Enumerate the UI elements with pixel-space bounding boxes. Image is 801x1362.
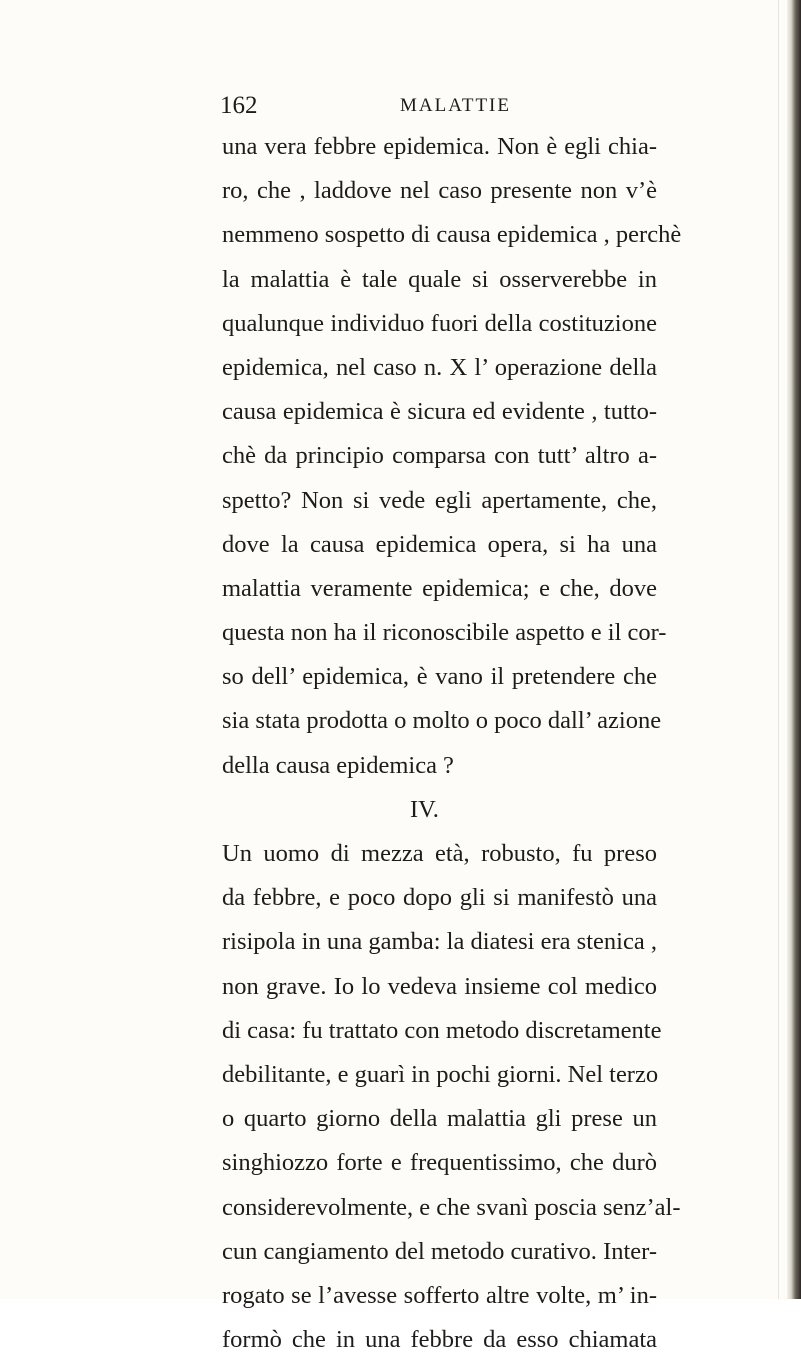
text-line: da febbre, e poco dopo gli si manifestò una xyxy=(222,884,657,912)
text-line: di casa: fu trattato con metodo discretamente xyxy=(222,1016,662,1044)
text-line: una vera febbre epidemica. Non è egli chia- xyxy=(222,133,657,160)
page-number: 162 xyxy=(220,92,258,119)
text-line: della causa epidemica ? xyxy=(222,751,454,779)
text-line: o quarto giorno della malattia gli prese un xyxy=(222,1105,657,1133)
text-line: considerevolmente, e che svanì poscia senz’al- xyxy=(222,1193,681,1221)
text-line: nemmeno sospetto di causa epidemica , perchè xyxy=(222,221,682,249)
text-line: la malattia è tale quale si osserverebbe in xyxy=(222,265,657,293)
body-text xyxy=(222,125,682,1362)
text-line: formò che in una febbre da esso chiamata xyxy=(222,1326,657,1354)
running-title: MALATTIE xyxy=(400,95,511,116)
text-line: ro, che , laddove nel caso presente non v’è xyxy=(222,177,657,205)
text-line: questa non ha il riconoscibile aspetto e il cor- xyxy=(222,619,667,647)
text-line: epidemica, nel caso n. X l’ operazione della xyxy=(222,353,657,381)
page-header xyxy=(220,92,660,122)
text-line: rogato se l’avesse sofferto altre volte, m’ in- xyxy=(222,1281,657,1309)
text-line: sia stata prodotta o molto o poco dall’ azione xyxy=(222,707,662,735)
text-line: non grave. Io lo vedeva insieme col medico xyxy=(222,972,657,1000)
page-edge-line xyxy=(778,0,779,1299)
section-heading: IV. xyxy=(410,795,439,823)
text-line: risipola in una gamba: la diatesi era stenica , xyxy=(222,928,657,956)
page-edge-shadow xyxy=(787,0,801,1299)
text-line: malattia veramente epidemica; e che, dove xyxy=(222,574,657,602)
text-line: Un uomo di mezza età, robusto, fu preso xyxy=(222,840,657,867)
text-line: cun cangiamento del metodo curativo. Inter- xyxy=(222,1237,657,1265)
text-line: spetto? Non si vede egli apertamente, che, xyxy=(222,486,657,514)
text-line: qualunque individuo fuori della costituzione xyxy=(222,309,657,337)
text-line: causa epidemica è sicura ed evidente , tutto- xyxy=(222,398,657,426)
text-line: dove la causa epidemica opera, si ha una xyxy=(222,530,657,558)
text-line: so dell’ epidemica, è vano il pretendere che xyxy=(222,663,657,691)
text-line: singhiozzo forte e frequentissimo, che durò xyxy=(222,1149,657,1177)
text-line: debilitante, e guarì in pochi giorni. Nel terzo xyxy=(222,1060,659,1088)
text-line: chè da principio comparsa con tutt’ altro a- xyxy=(222,442,657,470)
